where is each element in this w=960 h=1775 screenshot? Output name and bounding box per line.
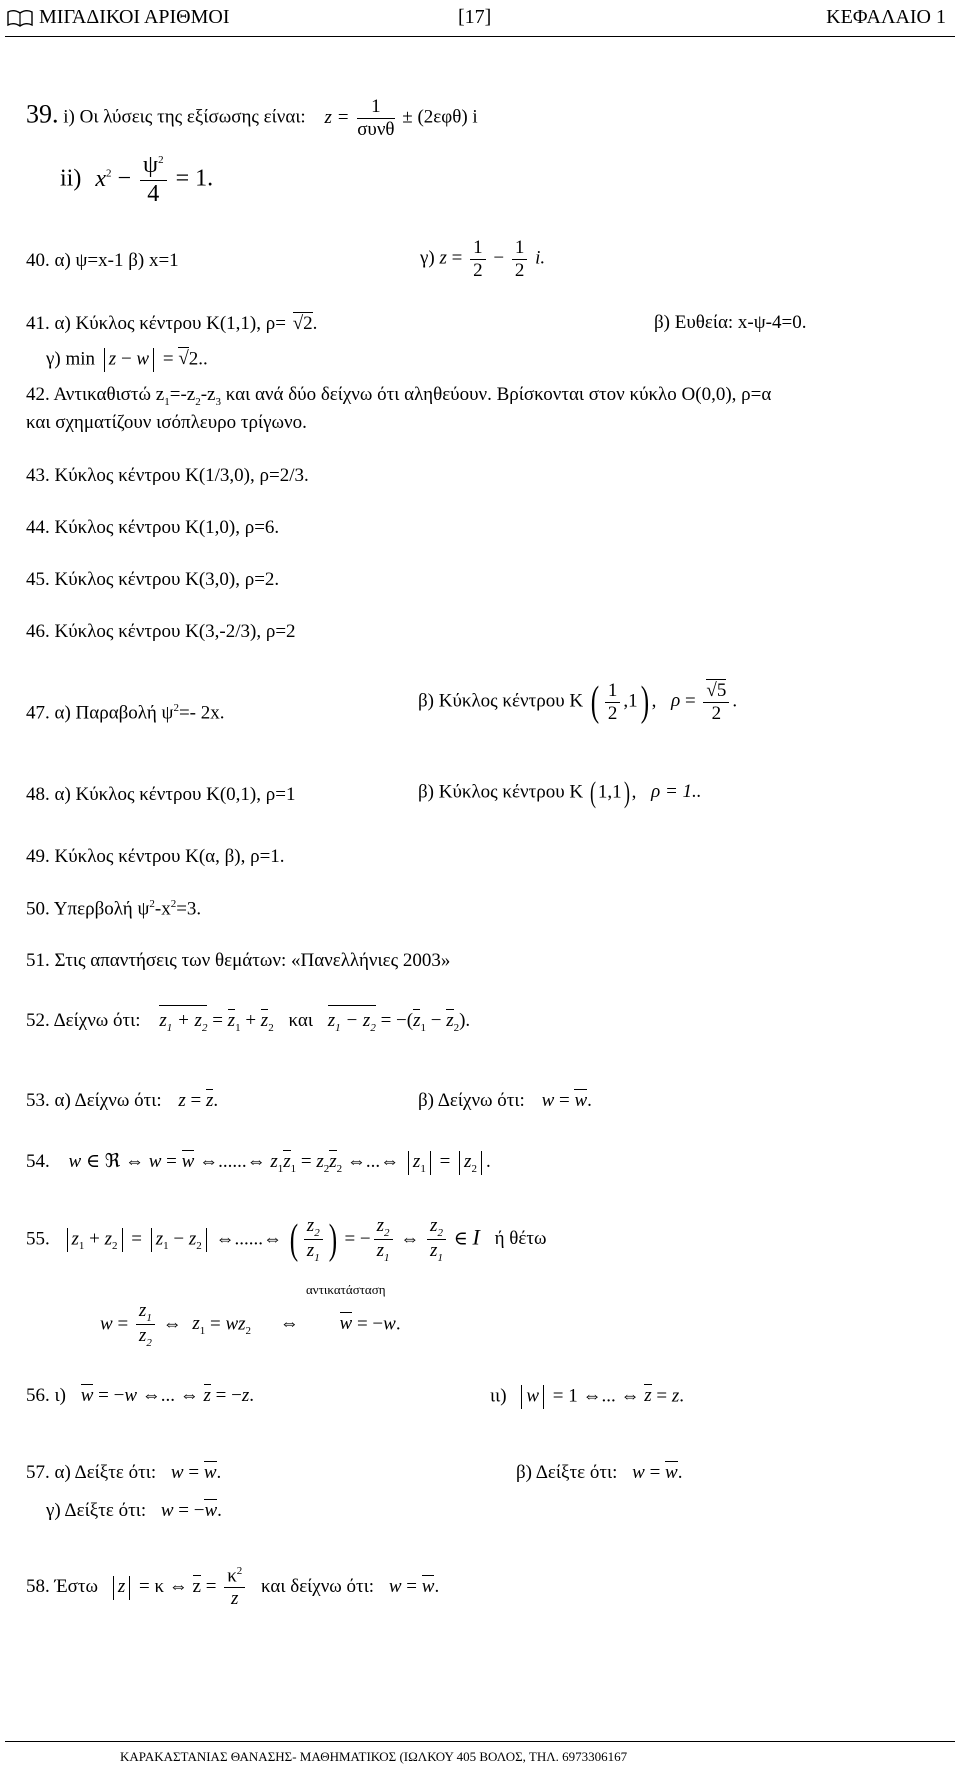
item-40-g: γ) z = $\frac{1}{2}$ − $\frac{1}{2}$ i. <box>420 237 546 281</box>
item-53-b: β) Δείχνω ότι: w = w. <box>418 1090 592 1111</box>
item-55: 55. $z_1 + z_2 = z_1 - z_2$ ⇔......⇔ ( $\frac{z_2}{z_1}$ ) = − $\frac{z_2}{z_1}$ ⇔ $\frac{z_2}{z_1}$ ∈ I ή θέτω <box>26 1215 547 1265</box>
item-41-b: β) Ευθεία: x-ψ-4=0. <box>654 312 807 333</box>
item-39-ii: ii) $x^2$ − $\frac{\psi^2}{4}$ = 1. <box>60 152 214 207</box>
item-41-g: γ) min z − w = √2.. <box>46 348 208 372</box>
item-56: 56. ι) w = −w ⇔... ⇔ z = −z. <box>26 1385 255 1406</box>
item-41: 41. α) Κύκλος κέντρου Κ(1,1), ρ= √2. <box>26 313 318 334</box>
header-title: ΜΙΓΑΔΙΚΟΙ ΑΡΙΘΜΟΙ <box>39 6 230 28</box>
header-page: [17] <box>458 6 492 28</box>
item-58: 58. Έστω z = κ ⇔ z = $\frac{\kappa^2}{z}$ και δείχνω ότι: w = w. <box>26 1565 440 1610</box>
item-40: 40. α) ψ=x-1 β) x=1 <box>26 250 179 271</box>
item-49: 49. Κύκλος κέντρου Κ(α, β), ρ=1. <box>26 846 285 867</box>
item-50: 50. Υπερβολή $\psi^2-x^2=3$. <box>26 898 202 920</box>
item-57-b: β) Δείξτε ότι: w = w. <box>516 1462 683 1483</box>
item-42-line2: και σχηματίζουν ισόπλευρο τρίγωνο. <box>26 412 307 433</box>
item-39: 39. i) Οι λύσεις της εξίσωσης είναι: z = $\frac{1}{\text{συνθ}}$ ± (2εφθ) i <box>26 96 478 140</box>
book-icon <box>6 8 34 28</box>
item-45: 45. Κύκλος κέντρου Κ(3,0), ρ=2. <box>26 569 280 590</box>
footer-rule <box>5 1741 955 1742</box>
item-57-g: γ) Δείξτε ότι: w = −w. <box>46 1500 222 1521</box>
item-51: 51. Στις απαντήσεις των θεμάτων: «Πανελλήνιες 2003» <box>26 950 451 971</box>
item-42: 42. Αντικαθιστώ $z_1=-z_2-z_3$ και ανά δύο δείχνω ότι αληθεύουν. Βρίσκονται στον κύκλο Ο(0,0), ρ=α <box>26 384 772 408</box>
item-48: 48. α) Κύκλος κέντρου Κ(0,1), ρ=1 <box>26 784 296 805</box>
item-55-substitution-label: αντικατάσταση <box>306 1282 386 1297</box>
item-46: 46. Κύκλος κέντρου Κ(3,-2/3), ρ=2 <box>26 621 296 642</box>
item-53: 53. α) Δείχνω ότι: z = z. <box>26 1090 219 1111</box>
item-54: 54. w ∈ ℜ ⇔ w = w ⇔......⇔ $z_1z_1 = z_2z_2$ ⇔...⇔ $z_1 = z_2$ . <box>26 1151 491 1175</box>
item-56-b: ιι) w = 1 ⇔... ⇔ z = z. <box>490 1385 684 1409</box>
item-55-line2: w = $\frac{z_1}{z_2}$ ⇔ $z_1 = wz_2$ ⇔ w = −w. <box>100 1300 401 1350</box>
item-43: 43. Κύκλος κέντρου Κ(1/3,0), ρ=2/3. <box>26 465 309 486</box>
item-57: 57. α) Δείξτε ότι: w = w. <box>26 1462 222 1483</box>
item-47: 47. α) Παραβολή $\psi^2=-$ 2x. <box>26 702 225 724</box>
item-47-b: β) Κύκλος κέντρου Κ ( $\frac{1}{2}$ ,1) , ρ = $\frac{√5}{2}$ . <box>418 679 738 725</box>
header-chapter: ΚΕΦΑΛΑΙΟ 1 <box>826 6 946 28</box>
header-left <box>6 6 230 29</box>
footer-text: ΚΑΡΑΚΑΣΤΑΝΙΑΣ ΘΑΝΑΣΗΣ- ΜΑΘΗΜΑΤΙΚΟΣ (ΙΩΛΚΟΥ 405 ΒΟΛΟΣ, ΤΗΛ. 6973306167 <box>120 1749 628 1764</box>
item-44: 44. Κύκλος κέντρου Κ(1,0), ρ=6. <box>26 517 280 538</box>
header-rule <box>5 36 955 37</box>
item-48-b: β) Κύκλος κέντρου Κ ( 1,1) , ρ = 1.. <box>418 776 702 809</box>
item-52: 52. Δείχνω ότι: $z_1 + z_2 = z_1 + z_2$ και $z_1 - z_2 = -(z_1 - z_2)$. <box>26 1010 470 1034</box>
